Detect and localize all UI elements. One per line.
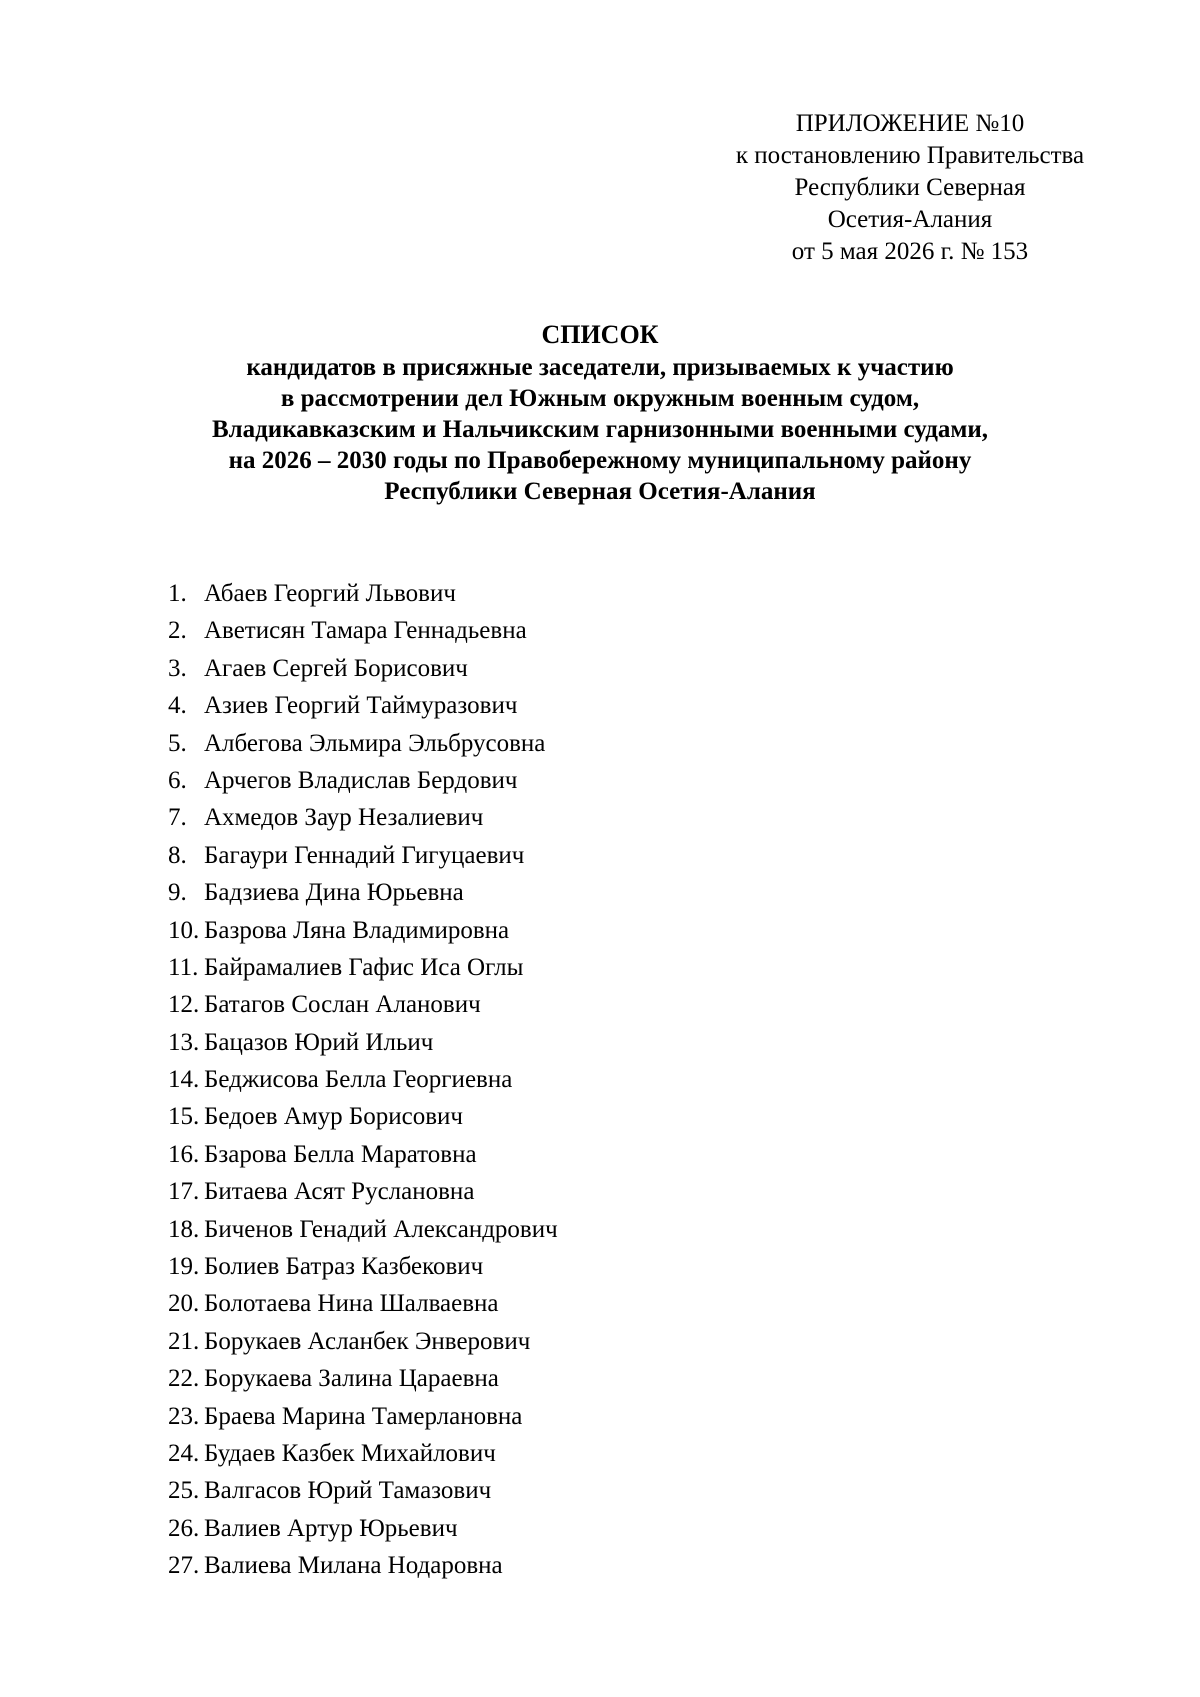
- appendix-header: [680, 108, 1140, 268]
- list-item: [168, 725, 1068, 762]
- candidate-number: 15.: [168, 1103, 200, 1131]
- list-item: [168, 612, 1068, 649]
- candidate-name: Бзарова Белла Маратовна: [204, 1140, 477, 1168]
- list-item: [168, 912, 1068, 949]
- candidate-number: 17.: [168, 1178, 200, 1206]
- candidate-name: Будаев Казбек Михайлович: [204, 1439, 496, 1467]
- candidate-number: 20.: [168, 1290, 200, 1318]
- candidate-number: 4.: [168, 692, 187, 720]
- subtitle-line: Республики Северная Осетия-Алания: [384, 478, 816, 505]
- candidate-name: Базрова Ляна Владимировна: [204, 916, 510, 944]
- candidate-name: Агаев Сергей Борисович: [204, 654, 468, 682]
- subtitle-line: Владикавказским и Нальчикским гарнизонными военными судами,: [211, 416, 989, 443]
- candidate-number: 8.: [168, 841, 187, 869]
- candidate-name: Багаури Геннадий Гигуцаевич: [204, 841, 525, 869]
- candidate-name: Байрамалиев Гафис Иса Оглы: [204, 953, 524, 981]
- candidate-number: 10.: [168, 916, 200, 944]
- subtitle-line: кандидатов в присяжные заседатели, призываемых к участию: [246, 354, 954, 381]
- candidate-name: Бедоев Амур Борисович: [204, 1103, 464, 1131]
- header-line: к постановлению Правительства: [735, 142, 1085, 169]
- candidate-name: Азиев Георгий Таймуразович: [204, 692, 518, 720]
- candidate-name: Албегова Эльмира Эльбрусовна: [204, 729, 546, 757]
- list-item: [168, 762, 1068, 799]
- candidate-name: Беджисова Белла Георгиевна: [204, 1066, 513, 1094]
- list-item: [168, 1136, 1068, 1173]
- candidate-name: Арчегов Владислав Бердович: [204, 766, 518, 794]
- candidate-name: Валиева Милана Нодаровна: [204, 1552, 503, 1580]
- list-item: [168, 949, 1068, 986]
- list-item: [168, 874, 1068, 911]
- subtitle-line: на 2026 – 2030 годы по Правобережному муниципальному району: [228, 447, 972, 474]
- candidate-number: 1.: [168, 580, 187, 607]
- candidate-number: 23.: [168, 1402, 200, 1430]
- list-item: [168, 1211, 1068, 1248]
- candidate-number: 25.: [168, 1477, 200, 1505]
- candidate-number: 22.: [168, 1365, 200, 1393]
- subtitle-line: в рассмотрении дел Южным окружным военным судом,: [280, 385, 920, 412]
- candidate-number: 13.: [168, 1028, 200, 1056]
- header-line: Осетия-Алания: [827, 206, 993, 233]
- candidate-list: [168, 575, 1068, 1585]
- candidate-number: 2.: [168, 617, 187, 645]
- candidate-number: 9.: [168, 879, 187, 907]
- candidate-name: Абаев Георгий Львович: [204, 580, 456, 607]
- candidate-name: Битаева Асят Руслановна: [204, 1178, 475, 1206]
- candidate-number: 16.: [168, 1140, 200, 1168]
- header-line: Республики Северная: [794, 174, 1026, 201]
- candidate-number: 6.: [168, 766, 187, 794]
- list-item: [168, 1173, 1068, 1210]
- list-item: [168, 799, 1068, 836]
- candidate-name: Браева Марина Тамерлановна: [204, 1402, 523, 1430]
- candidate-name: Болиев Батраз Казбекович: [204, 1253, 484, 1281]
- candidate-name: Бацазов Юрий Ильич: [204, 1028, 434, 1056]
- candidate-name: Бадзиева Дина Юрьевна: [204, 879, 464, 907]
- list-item: [168, 1323, 1068, 1360]
- list-item: [168, 1435, 1068, 1472]
- list-item: [168, 1510, 1068, 1547]
- candidate-name: Борукаева Залина Цараевна: [204, 1365, 499, 1393]
- list-item: [168, 575, 1068, 612]
- list-item: [168, 1472, 1068, 1509]
- list-item: [168, 650, 1068, 687]
- candidate-number: 3.: [168, 654, 187, 682]
- candidate-name: Болотаева Нина Шалваевна: [204, 1290, 499, 1318]
- list-item: [168, 837, 1068, 874]
- list-item: [168, 1098, 1068, 1135]
- candidate-name: Борукаев Асланбек Энверович: [204, 1327, 531, 1355]
- candidate-number: 14.: [168, 1066, 200, 1094]
- candidate-number: 7.: [168, 804, 187, 832]
- candidate-name: Аветисян Тамара Геннадьевна: [204, 617, 527, 645]
- header-line: ПРИЛОЖЕНИЕ №10: [795, 110, 1025, 137]
- candidate-number: 5.: [168, 729, 187, 757]
- list-item: [168, 1547, 1068, 1584]
- list-item: [168, 1248, 1068, 1285]
- title-main: СПИСОК: [541, 320, 659, 349]
- list-item: [168, 1398, 1068, 1435]
- candidate-number: 12.: [168, 991, 200, 1019]
- candidate-name: Биченов Генадий Александрович: [204, 1215, 558, 1243]
- candidate-name: Валиев Артур Юрьевич: [204, 1514, 458, 1542]
- candidate-name: Батагов Сослан Аланович: [204, 991, 481, 1019]
- candidate-number: 26.: [168, 1514, 200, 1542]
- list-item: [168, 1061, 1068, 1098]
- list-item: [168, 687, 1068, 724]
- document-title: [150, 318, 1050, 507]
- candidate-number: 24.: [168, 1439, 200, 1467]
- list-item: [168, 1360, 1068, 1397]
- candidate-name: Валгасов Юрий Тамазович: [204, 1477, 492, 1505]
- candidate-name: Ахмедов Заур Незалиевич: [204, 804, 484, 832]
- candidate-number: 19.: [168, 1253, 200, 1281]
- list-item: [168, 1285, 1068, 1322]
- list-item: [168, 1024, 1068, 1061]
- candidate-number: 27.: [168, 1552, 200, 1580]
- candidate-number: 11.: [168, 953, 199, 981]
- candidate-number: 18.: [168, 1215, 200, 1243]
- candidate-number: 21.: [168, 1327, 200, 1355]
- header-line: от 5 мая 2026 г. № 153: [791, 238, 1029, 265]
- list-item: [168, 986, 1068, 1023]
